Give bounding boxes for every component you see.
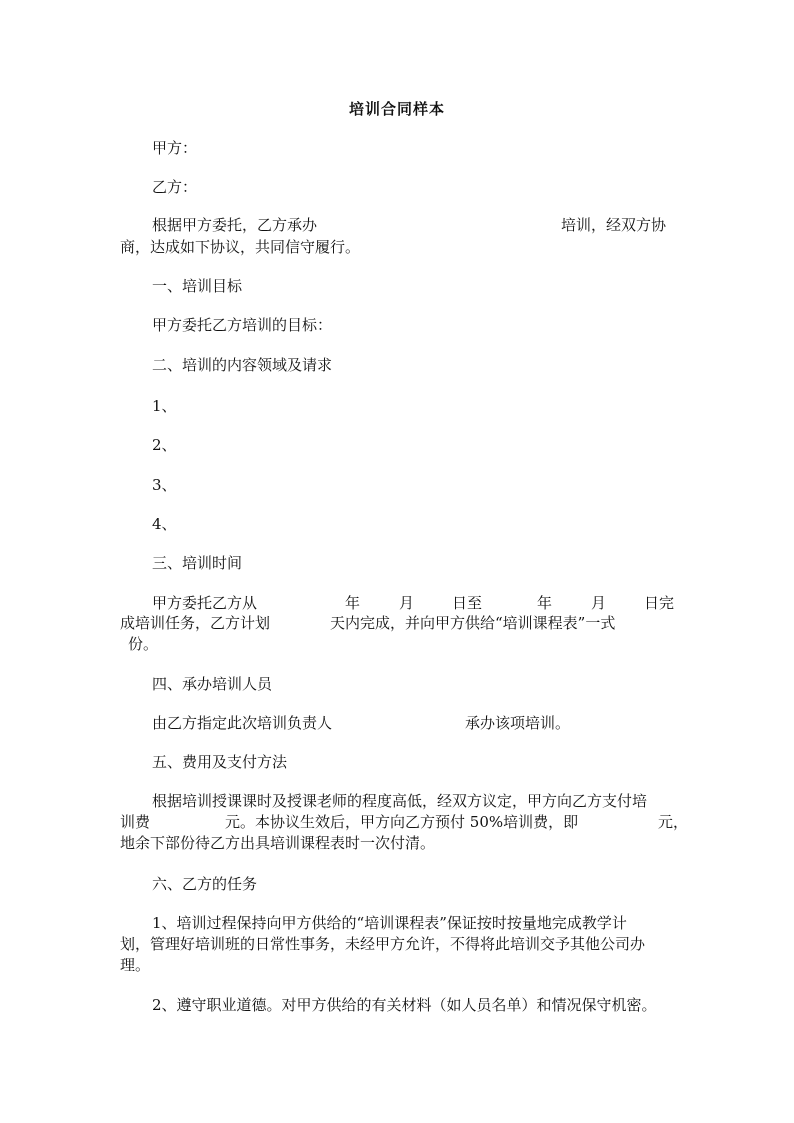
- section3-month2: 月: [591, 594, 607, 612]
- section4-text-part2: 承办该项培训。: [465, 714, 571, 732]
- section6-heading: 六、乙方的任务: [152, 875, 258, 893]
- party-b-label: 乙方：: [152, 178, 198, 196]
- section5-line2-part1: 训费: [120, 813, 151, 831]
- intro-line1-part1: 根据甲方委托，乙方承办: [152, 216, 318, 234]
- section3-day2: 日完: [644, 594, 675, 612]
- section2-item-4: 4、: [152, 515, 177, 533]
- section5-line3: 地余下部份待乙方出具培训课程表时一次付清。: [120, 834, 436, 852]
- section2-item-3: 3、: [152, 476, 177, 494]
- section1-heading: 一、培训目标: [152, 277, 243, 295]
- section3-line2-part2: 天内完成，并向甲方供给“培训课程表”一式: [330, 614, 616, 632]
- section4-heading: 四、承办培训人员: [152, 675, 273, 693]
- section5-line2-part2: 元。本协议生效后，甲方向乙方预付 50%培训费，即: [225, 813, 579, 831]
- section3-heading: 三、培训时间: [152, 554, 243, 572]
- section6-p1-line3: 理。: [120, 956, 151, 974]
- section6-p1-line2: 划，管理好培训班的日常性事务，未经甲方允许，不得将此培训交予其他公司办: [120, 935, 646, 953]
- document-title: 培训合同样本: [348, 100, 445, 118]
- section2-item-1: 1、: [152, 397, 177, 415]
- section3-line1-start: 甲方委托乙方从: [152, 594, 258, 612]
- section2-heading: 二、培训的内容领域及请求: [152, 356, 333, 374]
- section6-p1-line1: 1、培训过程保持向甲方供给的“培训课程表”保证按时按量地完成教学计: [152, 914, 627, 932]
- section3-year1: 年: [345, 594, 361, 612]
- section4-text-part1: 由乙方指定此次培训负责人: [152, 714, 333, 732]
- section6-p2-line1: 2、遵守职业道德。对甲方供给的有关材料（如人员名单）和情况保守机密。: [152, 996, 657, 1014]
- intro-line2: 商，达成如下协议，共同信守履行。: [120, 238, 361, 256]
- section3-year2: 年: [537, 594, 553, 612]
- section5-line1: 根据培训授课课时及授课老师的程度高低，经双方议定，甲方向乙方支付培: [152, 792, 648, 810]
- intro-line1-part2: 培训，经双方协: [561, 216, 667, 234]
- section2-item-2: 2、: [152, 436, 177, 454]
- section3-day1: 日至: [452, 594, 483, 612]
- party-a-label: 甲方：: [152, 139, 198, 157]
- section1-text: 甲方委托乙方培训的目标：: [152, 316, 333, 334]
- section5-line2-part3: 元，: [658, 813, 689, 831]
- section3-line3: 份。: [128, 635, 159, 653]
- section5-heading: 五、费用及支付方法: [152, 753, 288, 771]
- section3-month1: 月: [399, 594, 415, 612]
- section3-line2-part1: 成培训任务，乙方计划: [120, 614, 271, 632]
